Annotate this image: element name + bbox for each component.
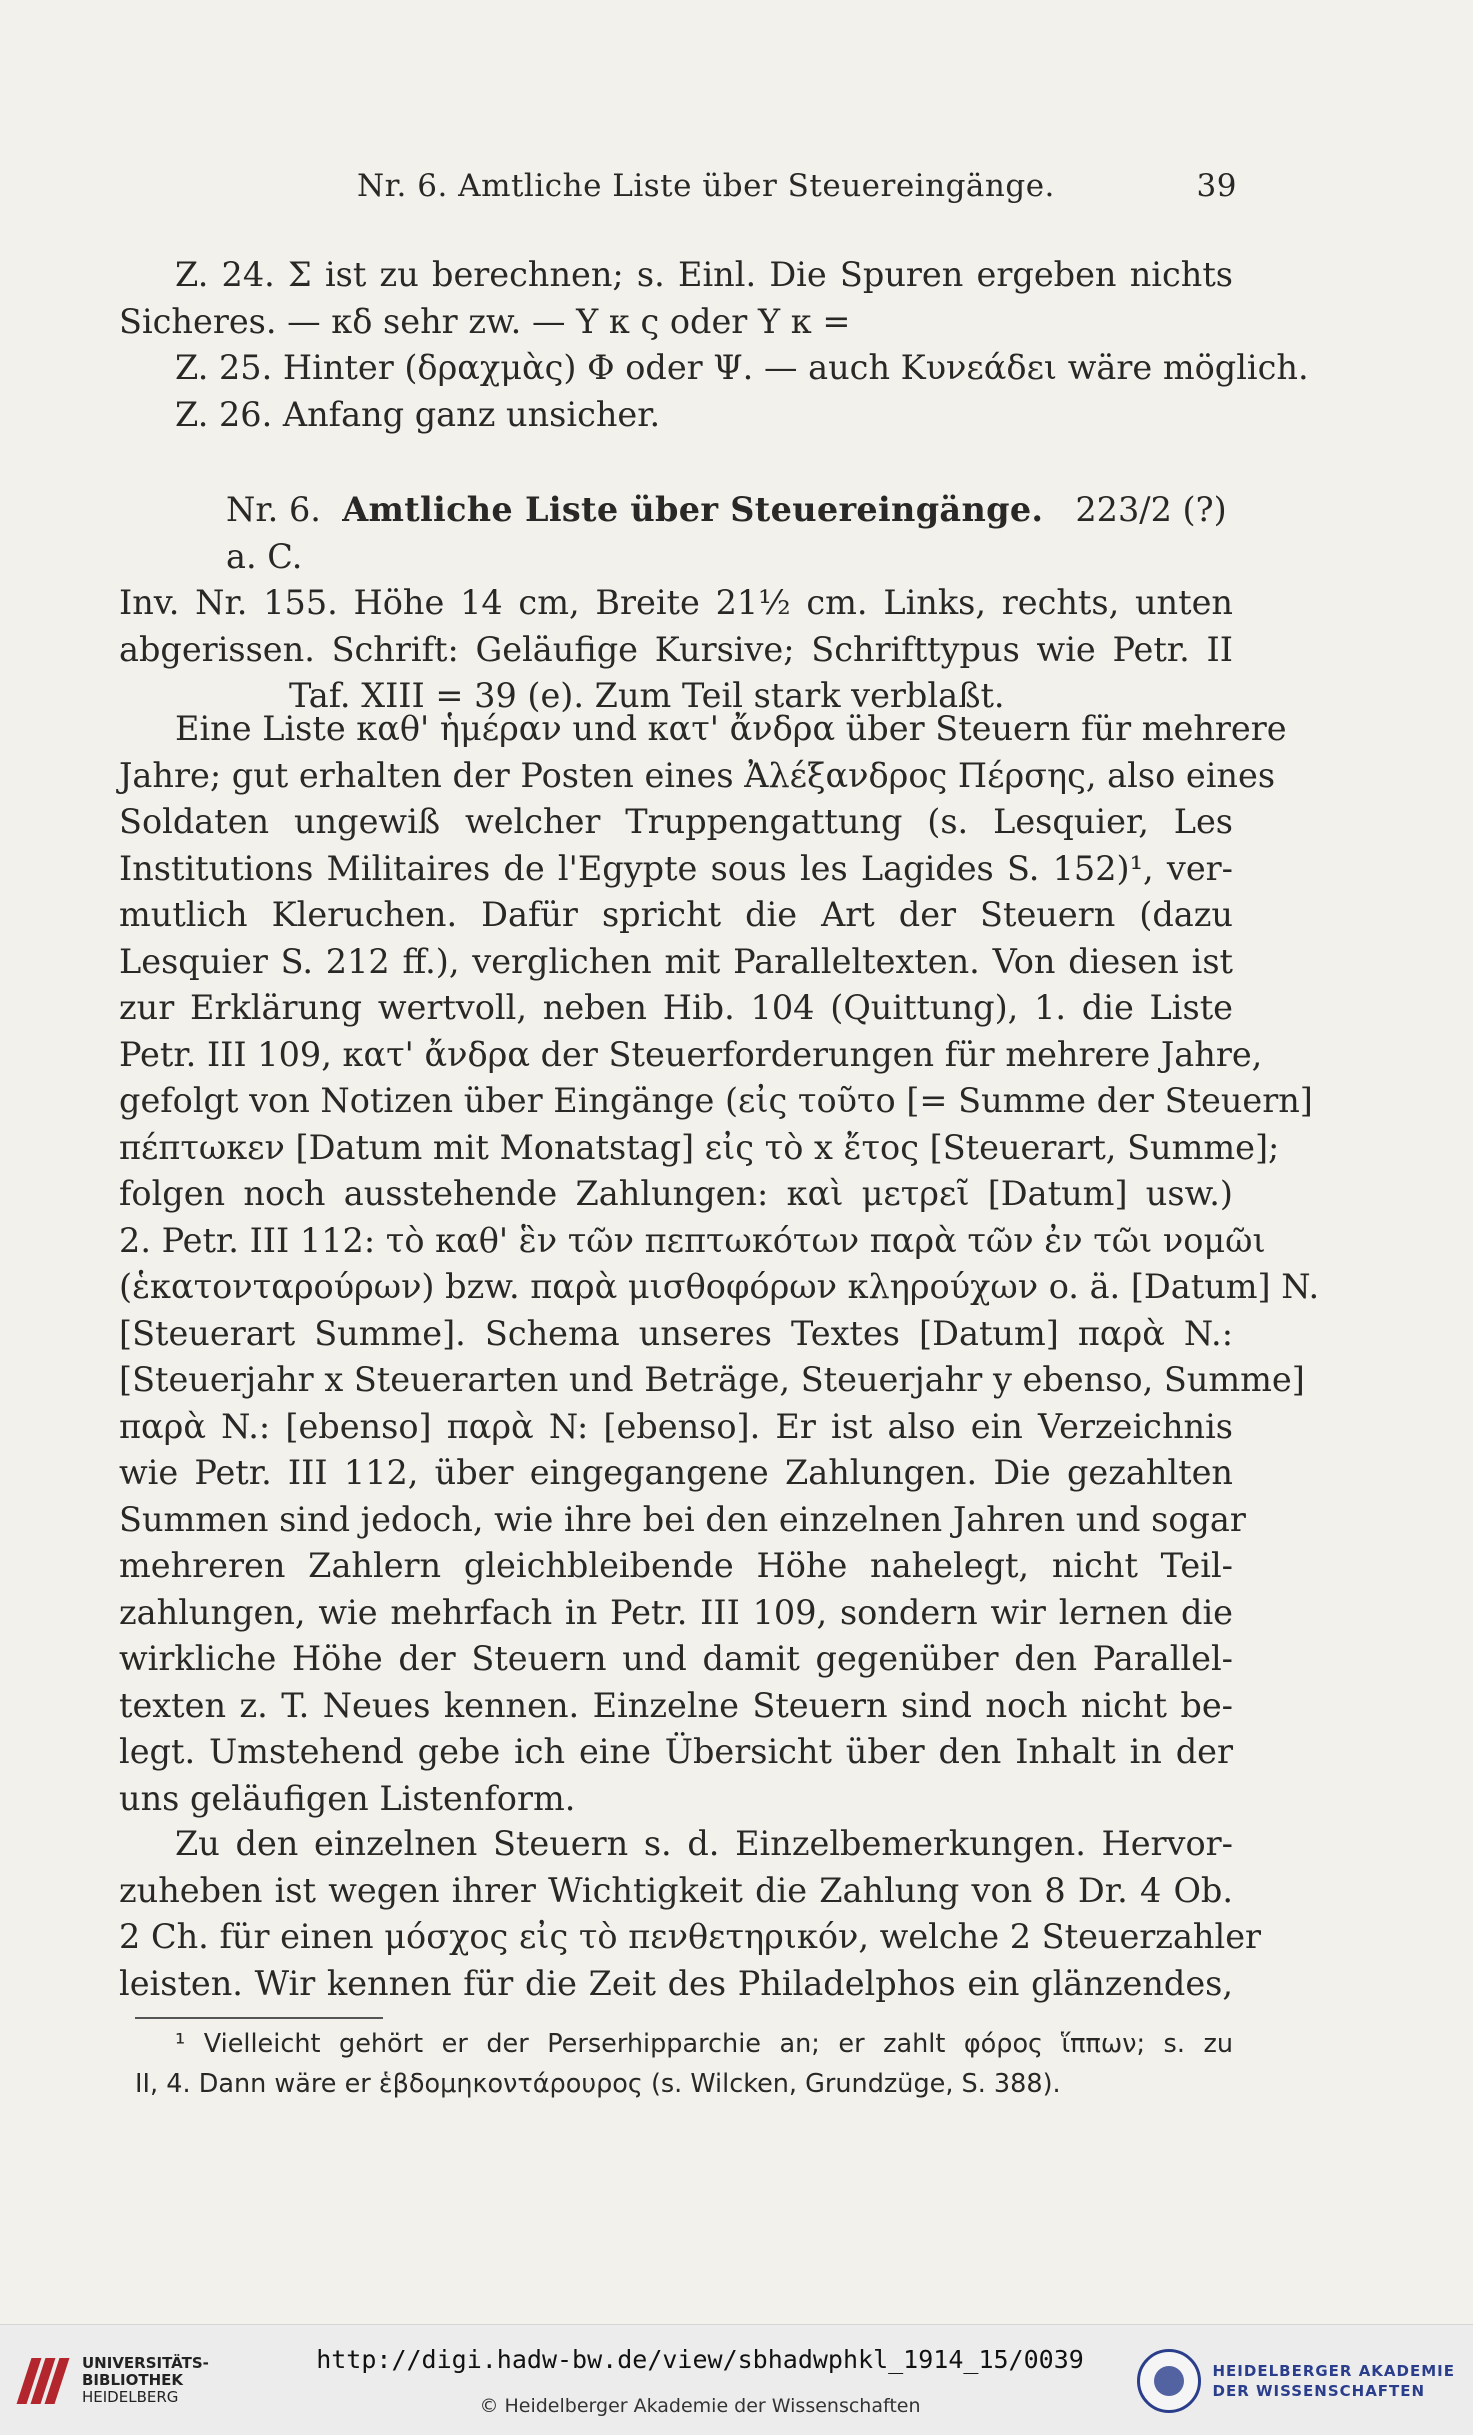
body-line: zur Erklärung wertvoll, neben Hib. 104 (Quittung), 1. die Liste: [119, 988, 1233, 1027]
academy-label: HEIDELBERGER AKADEMIE: [1212, 2362, 1455, 2380]
page-number: 39: [1196, 168, 1237, 204]
body-paragraph-1: [119, 706, 1320, 1822]
inventory-line: abgerissen. Schrift: Geläufige Kursive; Schrifttypus wie Petr. II: [119, 629, 1233, 669]
body-line: zuheben ist wegen ihrer Wichtigkeit die Zahlung von 8 Dr. 4 Ob.: [119, 1870, 1233, 1910]
body-line: wirkliche Höhe der Steuern und damit gegenüber den Parallel-: [119, 1639, 1233, 1678]
note-line: Sicheres. — κδ sehr zw. — Υ κ ς oder Υ κ =: [119, 301, 851, 341]
body-line: Institutions Militaires de l'Egypte sous les Lagides S. 152)¹, ver-: [119, 848, 1233, 888]
body-line: mutlich Kleruchen. Dafür spricht die Art der Steuern (dazu: [119, 895, 1233, 934]
section-title: Amtliche Liste über Steuereingänge.: [342, 490, 1044, 529]
body-line: folgen noch ausstehende Zahlungen: καὶ μετρεῖ [Datum] usw.): [119, 1174, 1233, 1213]
body-line: gefolgt von Notizen über Eingänge (εἰς τοῦτο [= Summe der Steuern]: [119, 1081, 1313, 1120]
footnote-line: II, 4. Dann wäre er ἑβδομηκοντάρουρος (s. Wilcken, Grundzüge, S. 388).: [135, 2069, 1061, 2099]
inventory-line: Taf. XIII = 39 (e). Zum Teil stark verblaßt.: [289, 676, 1005, 715]
body-line: uns geläufigen Listenform.: [119, 1778, 576, 1818]
body-line: Lesquier S. 212 ff.), verglichen mit Paralleltexten. Von diesen ist: [119, 941, 1233, 981]
body-line: [Steuerjahr x Steuerarten und Beträge, Steuerjahr y ebenso, Summe]: [119, 1360, 1305, 1399]
body-line: Petr. III 109, κατ' ἄνδρα der Steuerforderungen für mehrere Jahre,: [119, 1034, 1263, 1074]
body-line: legt. Umstehend gebe ich eine Übersicht über den Inhalt in der: [119, 1732, 1233, 1771]
body-line: mehreren Zahlern gleichbleibende Höhe nahelegt, nicht Teil-: [119, 1546, 1233, 1585]
inventory-line: Inv. Nr. 155. Höhe 14 cm, Breite 21½ cm. Links, rechts, unten: [119, 583, 1233, 622]
section-date: 223/2 (?) a. C.: [226, 490, 1227, 576]
body-line: Summen sind jedoch, wie ihre bei den einzelnen Jahren und sogar: [119, 1499, 1246, 1539]
body-line: Eine Liste καθ' ἡμέραν und κατ' ἄνδρα über Steuern für mehrere: [175, 709, 1287, 748]
academy-seal-icon: [1137, 2349, 1201, 2413]
body-line: zahlungen, wie mehrfach in Petr. III 109, sondern wir lernen die: [119, 1592, 1233, 1632]
body-line: Jahre; gut erhalten der Posten eines Ἀλέξανδρος Πέρσης, also eines: [119, 755, 1276, 795]
footnote: [135, 2024, 1233, 2104]
ub-label: BIBLIOTHEK: [82, 2371, 183, 2389]
academy-logo[interactable]: [1137, 2349, 1456, 2413]
section-heading-block: [119, 487, 1233, 720]
body-paragraph-2: [119, 1821, 1262, 2007]
footnote-line: ¹ Vielleicht gehört er der Perserhipparchie an; er zahlt φόρος ἵππων; s. zu: [175, 2029, 1233, 2059]
body-line: παρὰ N.: [ebenso] παρὰ N: [ebenso]. Er ist also ein Verzeichnis: [119, 1406, 1233, 1446]
body-line: 2. Petr. III 112: τὸ καθ' ἓν τῶν πεπτωκότων παρὰ τῶν ἐν τῶι νομῶι: [119, 1220, 1266, 1260]
body-line: [Steuerart Summe]. Schema unseres Textes [Datum] παρὰ N.:: [119, 1313, 1233, 1353]
running-head: [357, 168, 1237, 204]
body-line: leisten. Wir kennen für die Zeit des Philadelphos ein glänzendes,: [119, 1963, 1233, 2003]
line-notes: [119, 252, 1309, 438]
body-line: 2 Ch. für einen μόσχος εἰς τὸ πενθετηρικόν, welche 2 Steuerzahler: [119, 1917, 1262, 1956]
footnote-rule: [135, 2017, 383, 2019]
running-head-title: Nr. 6. Amtliche Liste über Steuereingänge.: [357, 168, 1055, 204]
body-line: texten z. T. Neues kennen. Einzelne Steuern sind noch nicht be-: [119, 1685, 1233, 1725]
copyright-text: © Heidelberger Akademie der Wissenschaften: [479, 2395, 921, 2417]
body-line: πέπτωκεν [Datum mit Monatstag] εἰς τὸ x ἔτος [Steuerart, Summe];: [119, 1127, 1280, 1167]
note-line: Z. 25. Hinter (δραχμὰς) Φ oder Ψ. — auch Κυνεάδει wäre möglich.: [175, 348, 1309, 387]
ub-label: HEIDELBERG: [82, 2388, 179, 2406]
viewer-footer: [0, 2324, 1473, 2435]
body-line: (ἑκατονταρούρων) bzw. παρὰ μισθοφόρων κληρούχων o. ä. [Datum] N.: [119, 1267, 1320, 1306]
university-library-logo[interactable]: [18, 2355, 209, 2406]
section-number: Nr. 6.: [226, 490, 321, 529]
body-line: Soldaten ungewiß welcher Truppengattung (s. Lesquier, Les: [119, 802, 1233, 841]
ub-label: UNIVERSITÄTS-: [82, 2354, 209, 2372]
note-line: Z. 26. Anfang ganz unsicher.: [175, 394, 661, 434]
academy-label: DER WISSENSCHAFTEN: [1212, 2382, 1426, 2400]
body-line: wie Petr. III 112, über eingegangene Zahlungen. Die gezahlten: [119, 1453, 1233, 1492]
body-line: Zu den einzelnen Steuern s. d. Einzelbemerkungen. Hervor-: [175, 1824, 1233, 1863]
permalink-url[interactable]: http://digi.hadw-bw.de/view/sbhadwphkl_1914_15/0039: [316, 2345, 1084, 2374]
ub-logo-icon: [18, 2356, 68, 2406]
note-line: Z. 24. Σ ist zu berechnen; s. Einl. Die Spuren ergeben nichts: [175, 255, 1233, 294]
section-heading: [119, 487, 1233, 580]
